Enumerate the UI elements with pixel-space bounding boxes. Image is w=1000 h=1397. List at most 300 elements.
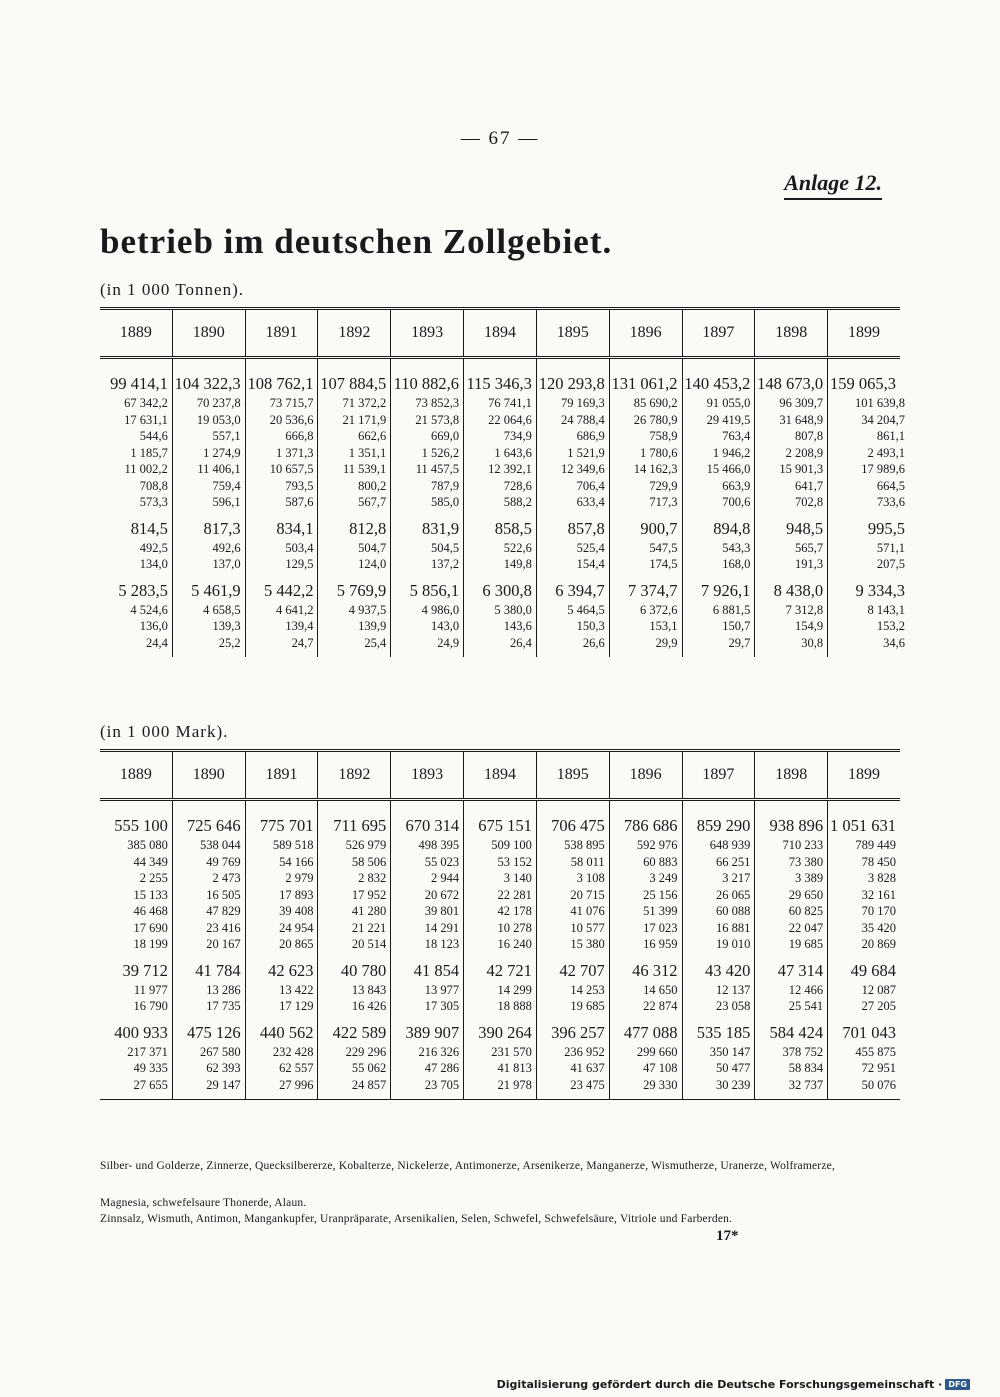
table-cell: 396 257 xyxy=(551,1022,605,1042)
table-cell: 46 312 xyxy=(632,960,678,980)
year-column xyxy=(246,801,319,1099)
table-cell: 140 453,2 xyxy=(684,374,751,393)
table-cell: 42 707 xyxy=(559,960,605,980)
table-cell: 73 715,7 xyxy=(269,396,314,410)
table-cell: 124,0 xyxy=(358,557,387,571)
table-cell: 543,3 xyxy=(722,540,751,555)
year-column xyxy=(537,359,610,657)
table-cell: 73 380 xyxy=(788,854,824,869)
year-column xyxy=(755,801,828,1099)
table-cell: 5 769,9 xyxy=(336,580,387,600)
table-cell: 26,4 xyxy=(510,635,532,650)
table-cell: 26,6 xyxy=(582,635,605,650)
table-cell: 585,0 xyxy=(430,495,460,509)
table-cell: 150,7 xyxy=(722,619,751,633)
table-cell: 2 255 xyxy=(139,871,168,885)
table-cell: 20 536,6 xyxy=(269,412,314,427)
table-cell: 32 161 xyxy=(861,887,896,902)
table-cell: 857,8 xyxy=(567,518,605,538)
table-cell: 18 199 xyxy=(133,937,168,951)
table-cell: 5 464,5 xyxy=(567,602,605,617)
table-cell: 21 573,8 xyxy=(415,412,460,427)
table-cell: 27 996 xyxy=(279,1077,314,1092)
table-cell: 20 865 xyxy=(279,937,314,951)
table-cell: 2 473 xyxy=(212,871,241,885)
table-cell: 19 053,0 xyxy=(196,412,241,427)
table-cell: 39 801 xyxy=(424,904,460,918)
table-cell: 641,7 xyxy=(795,478,824,493)
table-cell: 216 326 xyxy=(418,1044,460,1059)
table-cell: 207,5 xyxy=(876,557,905,571)
table-cell: 11 539,1 xyxy=(342,462,387,476)
table-cell: 4 641,2 xyxy=(275,602,314,617)
table-cell: 232 428 xyxy=(272,1044,314,1059)
table-cell: 538 895 xyxy=(564,838,605,852)
year-column xyxy=(246,359,319,657)
tonnage-body xyxy=(100,359,905,657)
table-cell: 73 852,3 xyxy=(415,396,460,410)
table-cell: 23 475 xyxy=(570,1077,605,1092)
year-header: 1899 xyxy=(848,766,881,783)
table-cell: 25,2 xyxy=(218,635,241,650)
table-cell: 25 156 xyxy=(643,887,678,902)
table-cell: 40 780 xyxy=(340,960,387,980)
table-cell: 3 389 xyxy=(795,871,824,885)
table-cell: 19 685 xyxy=(788,937,824,951)
table-cell: 24 788,4 xyxy=(560,412,605,427)
table-cell: 42 623 xyxy=(268,960,314,980)
table-cell: 39 408 xyxy=(279,904,314,918)
footnote-ores: Silber- und Golderze, Zinnerze, Quecksilbererze, Kobalterze, Nickelerze, Antimonerze, Arsenikerze, Manganerze, Wismutherze, Uranerze, Wolframerze, xyxy=(100,1160,836,1172)
table-cell: 664,5 xyxy=(876,478,905,493)
table-cell: 50 477 xyxy=(715,1061,751,1075)
table-cell: 544,6 xyxy=(139,429,168,443)
table-cell: 662,6 xyxy=(358,429,387,443)
table-cell: 571,1 xyxy=(876,540,905,555)
table-cell: 62 557 xyxy=(279,1061,314,1075)
table-cell: 4 658,5 xyxy=(203,602,241,617)
table-cell: 814,5 xyxy=(130,518,168,538)
table-cell: 948,5 xyxy=(786,518,824,538)
table-cell: 13 977 xyxy=(424,982,460,997)
table-cell: 422 589 xyxy=(332,1022,387,1042)
table-cell: 34,6 xyxy=(883,635,905,650)
table-cell: 42 721 xyxy=(486,960,532,980)
table-cell: 29 419,5 xyxy=(706,412,751,427)
table-cell: 154,9 xyxy=(795,619,824,633)
year-header: 1896 xyxy=(610,310,683,356)
table-cell: 504,7 xyxy=(358,540,387,555)
year-header: 1890 xyxy=(173,310,246,356)
table-cell: 30 239 xyxy=(715,1077,751,1092)
table-cell: 525,4 xyxy=(576,540,605,555)
table-cell: 11 977 xyxy=(133,982,168,997)
year-header: 1894 xyxy=(464,310,537,356)
table-cell: 831,9 xyxy=(421,518,460,538)
table-cell: 20 167 xyxy=(206,937,241,951)
table-cell: 787,9 xyxy=(430,478,460,493)
table-cell: 8 438,0 xyxy=(773,580,824,600)
table-cell: 115 346,3 xyxy=(466,374,532,393)
table-cell: 378 752 xyxy=(782,1044,824,1059)
table-cell: 573,3 xyxy=(139,495,168,509)
table-cell: 17 952 xyxy=(351,887,387,902)
table-cell: 136,0 xyxy=(139,619,168,633)
table-cell: 70 237,8 xyxy=(196,396,241,410)
table-cell: 10 657,5 xyxy=(269,462,314,476)
table-cell: 21 978 xyxy=(497,1077,532,1092)
table-cell: 400 933 xyxy=(114,1022,168,1042)
table-cell: 47 829 xyxy=(206,904,241,918)
year-header: 1897 xyxy=(683,752,756,798)
table-cell: 734,9 xyxy=(503,429,532,443)
table-cell: 8 143,1 xyxy=(867,602,905,617)
table-cell: 55 023 xyxy=(424,854,460,869)
table-cell: 2 832 xyxy=(358,871,387,885)
table-cell: 16 881 xyxy=(715,920,751,935)
table-cell: 25 541 xyxy=(788,999,824,1013)
year-column xyxy=(391,801,464,1099)
table-cell: 120 293,8 xyxy=(538,374,605,393)
table-cell: 4 986,0 xyxy=(421,602,460,617)
table-cell: 10 278 xyxy=(497,920,532,935)
table-cell: 733,6 xyxy=(876,495,905,509)
table-cell: 16 240 xyxy=(497,937,532,951)
table-cell: 786 686 xyxy=(623,816,678,835)
table-cell: 758,9 xyxy=(649,429,678,443)
table-cell: 15 133 xyxy=(133,887,168,902)
table-cell: 26 780,9 xyxy=(633,412,678,427)
table-cell: 153,1 xyxy=(649,619,678,633)
table-cell: 137,2 xyxy=(430,557,460,571)
table-cell: 710 233 xyxy=(782,838,824,852)
table-cell: 812,8 xyxy=(349,518,387,538)
table-cell: 150,3 xyxy=(576,619,605,633)
table-cell: 72 951 xyxy=(861,1061,896,1075)
table-cell: 24 857 xyxy=(351,1077,387,1092)
table-cell: 18 123 xyxy=(424,937,460,951)
table-cell: 584 424 xyxy=(769,1022,824,1042)
footnote-chemicals: Zinnsalz, Wismuth, Antimon, Mangankupfer, Uranpräparate, Arsenikalien, Selen, Schwefel, Schwefelsäure, Vitriole und Farberden. xyxy=(100,1213,733,1225)
value-unit-label: (in 1 000 Mark). xyxy=(100,722,229,741)
table-cell: 217 371 xyxy=(127,1044,168,1059)
table-cell: 50 076 xyxy=(861,1077,896,1092)
table-cell: 557,1 xyxy=(212,429,241,443)
table-cell: 110 882,6 xyxy=(393,374,460,393)
year-header: 1892 xyxy=(318,752,391,798)
table-cell: 53 152 xyxy=(497,854,532,869)
table-cell: 12 087 xyxy=(861,982,896,997)
tonnage-header-row xyxy=(100,307,900,359)
table-cell: 1 371,3 xyxy=(275,445,314,460)
table-cell: 4 937,5 xyxy=(348,602,387,617)
table-cell: 995,5 xyxy=(867,518,905,538)
table-cell: 34 204,7 xyxy=(861,412,905,427)
year-column xyxy=(391,359,464,657)
table-cell: 7 374,7 xyxy=(628,580,678,600)
table-cell: 793,5 xyxy=(285,478,314,493)
table-cell: 14 162,3 xyxy=(633,462,678,476)
table-cell: 9 334,3 xyxy=(855,580,905,600)
table-cell: 17 129 xyxy=(279,999,314,1013)
table-cell: 592 976 xyxy=(636,838,678,852)
table-cell: 1 185,7 xyxy=(130,445,168,460)
table-cell: 131 061,2 xyxy=(611,374,678,393)
table-cell: 708,8 xyxy=(139,478,168,493)
table-cell: 789 449 xyxy=(855,838,896,852)
table-cell: 1 643,6 xyxy=(494,445,532,460)
table-cell: 725 646 xyxy=(187,816,241,835)
table-cell: 522,6 xyxy=(503,540,532,555)
table-cell: 22 064,6 xyxy=(488,412,532,427)
table-cell: 547,5 xyxy=(649,540,678,555)
table-cell: 475 126 xyxy=(187,1022,241,1042)
table-cell: 19 010 xyxy=(715,937,751,951)
table-cell: 21 171,9 xyxy=(342,412,387,427)
table-cell: 76 741,1 xyxy=(488,396,532,410)
table-cell: 29 330 xyxy=(643,1077,678,1092)
table-cell: 17 305 xyxy=(424,999,460,1013)
table-cell: 5 856,1 xyxy=(409,580,460,600)
table-cell: 27 655 xyxy=(133,1077,168,1092)
table-cell: 492,6 xyxy=(212,540,241,555)
table-cell: 16 959 xyxy=(643,937,678,951)
table-cell: 23 705 xyxy=(424,1077,460,1092)
signature-mark: 17* xyxy=(716,1228,739,1244)
table-cell: 13 422 xyxy=(279,982,314,997)
table-cell: 3 249 xyxy=(649,871,678,885)
year-header: 1890 xyxy=(173,752,246,798)
table-cell: 12 466 xyxy=(788,982,824,997)
digitization-credit xyxy=(497,1378,970,1391)
table-cell: 675 151 xyxy=(478,816,532,835)
table-cell: 43 420 xyxy=(704,960,751,980)
table-cell: 20 514 xyxy=(351,937,387,951)
table-cell: 24,4 xyxy=(145,635,168,650)
table-cell: 6 394,7 xyxy=(555,580,605,600)
table-cell: 498 395 xyxy=(418,838,460,852)
table-cell: 2 493,1 xyxy=(867,445,905,460)
table-cell: 26 065 xyxy=(715,887,751,902)
table-cell: 6 300,8 xyxy=(482,580,532,600)
table-cell: 14 253 xyxy=(570,982,605,997)
table-cell: 168,0 xyxy=(722,557,751,571)
year-header: 1898 xyxy=(755,752,828,798)
table-cell: 41 637 xyxy=(570,1061,605,1075)
table-cell: 44 349 xyxy=(133,854,168,869)
table-cell: 807,8 xyxy=(795,429,824,443)
table-cell: 17 989,6 xyxy=(861,462,905,476)
table-cell: 700,6 xyxy=(722,495,751,509)
table-cell: 2 979 xyxy=(285,871,314,885)
table-cell: 6 881,5 xyxy=(712,602,751,617)
table-cell: 834,1 xyxy=(276,518,314,538)
table-cell: 58 506 xyxy=(351,854,387,869)
table-cell: 5 283,5 xyxy=(118,580,168,600)
year-column xyxy=(173,359,246,657)
table-cell: 477 088 xyxy=(623,1022,678,1042)
table-cell: 526 979 xyxy=(345,838,387,852)
table-cell: 455 875 xyxy=(855,1044,896,1059)
year-column xyxy=(464,801,537,1099)
table-cell: 1 051 631 xyxy=(829,816,896,835)
table-cell: 27 205 xyxy=(861,999,896,1013)
table-cell: 492,5 xyxy=(139,540,168,555)
table-cell: 79 169,3 xyxy=(560,396,605,410)
table-cell: 107 884,5 xyxy=(320,374,387,393)
table-cell: 817,3 xyxy=(203,518,241,538)
table-cell: 16 790 xyxy=(133,999,168,1013)
table-cell: 938 896 xyxy=(769,816,824,835)
table-cell: 35 420 xyxy=(861,920,896,935)
year-header: 1897 xyxy=(683,310,756,356)
table-cell: 21 221 xyxy=(351,920,387,935)
table-cell: 2 944 xyxy=(430,871,460,885)
table-cell: 60 825 xyxy=(788,904,824,918)
table-cell: 51 399 xyxy=(643,904,678,918)
credit-text: Digitalisierung gefördert durch die Deutsche Forschungsgemeinschaft · xyxy=(496,1378,943,1391)
table-cell: 41 076 xyxy=(570,904,605,918)
table-cell: 58 011 xyxy=(570,854,605,869)
table-cell: 299 660 xyxy=(636,1044,678,1059)
table-cell: 58 834 xyxy=(788,1061,824,1075)
table-cell: 3 828 xyxy=(867,871,896,885)
table-cell: 686,9 xyxy=(576,429,605,443)
table-cell: 104 322,3 xyxy=(174,374,241,393)
table-cell: 385 080 xyxy=(127,838,168,852)
table-cell: 538 044 xyxy=(200,838,241,852)
table-cell: 62 393 xyxy=(206,1061,241,1075)
year-column xyxy=(100,359,173,657)
table-cell: 596,1 xyxy=(212,495,241,509)
table-cell: 14 291 xyxy=(424,920,460,935)
table-cell: 1 351,1 xyxy=(348,445,387,460)
table-cell: 759,4 xyxy=(212,478,241,493)
table-cell: 148 673,0 xyxy=(757,374,824,393)
table-cell: 565,7 xyxy=(795,540,824,555)
year-header: 1895 xyxy=(537,310,610,356)
year-column xyxy=(828,801,900,1099)
table-cell: 390 264 xyxy=(478,1022,532,1042)
table-cell: 174,5 xyxy=(649,557,678,571)
table-cell: 29 650 xyxy=(788,887,824,902)
year-column xyxy=(100,801,173,1099)
table-cell: 509 100 xyxy=(491,838,532,852)
table-cell: 17 893 xyxy=(279,887,314,902)
year-column xyxy=(318,359,391,657)
table-cell: 41 280 xyxy=(351,904,387,918)
table-cell: 54 166 xyxy=(279,854,314,869)
year-column xyxy=(755,359,828,657)
table-bottom-rule xyxy=(100,1099,900,1100)
table-cell: 3 108 xyxy=(576,871,605,885)
year-column xyxy=(610,359,683,657)
table-cell: 17 631,1 xyxy=(124,412,168,427)
table-cell: 23 058 xyxy=(715,999,751,1013)
tonnage-table xyxy=(100,307,905,657)
table-cell: 3 217 xyxy=(722,871,751,885)
table-cell: 15 380 xyxy=(570,937,605,951)
tonnage-unit-label: (in 1 000 Tonnen). xyxy=(100,280,244,299)
year-column xyxy=(173,801,246,1099)
year-header: 1893 xyxy=(391,752,464,798)
table-cell: 503,4 xyxy=(285,540,314,555)
table-cell: 711 695 xyxy=(333,816,387,835)
year-header: 1892 xyxy=(318,310,391,356)
year-column xyxy=(537,801,610,1099)
table-cell: 3 140 xyxy=(503,871,532,885)
table-cell: 66 251 xyxy=(715,854,751,869)
table-cell: 504,5 xyxy=(430,540,460,555)
table-cell: 191,3 xyxy=(795,557,824,571)
table-cell: 32 737 xyxy=(788,1077,824,1092)
table-cell: 49 684 xyxy=(850,960,896,980)
table-cell: 22 281 xyxy=(497,887,532,902)
table-cell: 101 639,8 xyxy=(854,396,905,410)
page-number: — 67 — xyxy=(460,128,540,149)
table-cell: 900,7 xyxy=(640,518,678,538)
table-cell: 17 735 xyxy=(206,999,241,1013)
table-cell: 440 562 xyxy=(259,1022,314,1042)
year-column xyxy=(318,801,391,1099)
table-cell: 47 108 xyxy=(643,1061,678,1075)
table-cell: 49 769 xyxy=(206,854,241,869)
table-cell: 49 335 xyxy=(133,1061,168,1075)
table-cell: 149,8 xyxy=(503,557,532,571)
table-cell: 20 869 xyxy=(861,937,896,951)
table-cell: 6 372,6 xyxy=(640,602,678,617)
table-cell: 555 100 xyxy=(114,816,168,835)
table-cell: 800,2 xyxy=(358,478,387,493)
table-cell: 134,0 xyxy=(139,557,168,571)
table-cell: 85 690,2 xyxy=(633,396,678,410)
table-cell: 567,7 xyxy=(358,495,387,509)
year-header: 1891 xyxy=(246,310,319,356)
page-title: betrieb im deutschen Zollgebiet. xyxy=(100,222,613,261)
table-cell: 139,9 xyxy=(358,619,387,633)
table-cell: 702,8 xyxy=(795,495,824,509)
year-header: 1891 xyxy=(246,752,319,798)
table-cell: 153,2 xyxy=(876,619,905,633)
table-cell: 91 055,0 xyxy=(706,396,751,410)
table-cell: 30,8 xyxy=(801,635,824,650)
table-cell: 236 952 xyxy=(564,1044,605,1059)
table-cell: 7 926,1 xyxy=(700,580,751,600)
table-cell: 10 577 xyxy=(570,920,605,935)
table-cell: 5 442,2 xyxy=(263,580,314,600)
table-cell: 1 946,2 xyxy=(712,445,751,460)
table-cell: 589 518 xyxy=(272,838,314,852)
year-column xyxy=(683,801,756,1099)
table-cell: 728,6 xyxy=(503,478,532,493)
table-cell: 648 939 xyxy=(709,838,751,852)
table-cell: 42 178 xyxy=(497,904,532,918)
table-cell: 137,0 xyxy=(212,557,241,571)
table-cell: 267 580 xyxy=(200,1044,241,1059)
table-cell: 129,5 xyxy=(285,557,314,571)
table-cell: 108 762,1 xyxy=(247,374,314,393)
year-header: 1898 xyxy=(755,310,828,356)
table-cell: 24 954 xyxy=(279,920,314,935)
table-cell: 22 874 xyxy=(643,999,678,1013)
table-cell: 55 062 xyxy=(351,1061,387,1075)
table-cell: 670 314 xyxy=(405,816,460,835)
value-header-row xyxy=(100,749,900,801)
table-cell: 24,9 xyxy=(437,635,460,650)
table-cell: 11 002,2 xyxy=(124,462,168,476)
table-cell: 535 185 xyxy=(696,1022,751,1042)
table-cell: 20 715 xyxy=(570,887,605,902)
